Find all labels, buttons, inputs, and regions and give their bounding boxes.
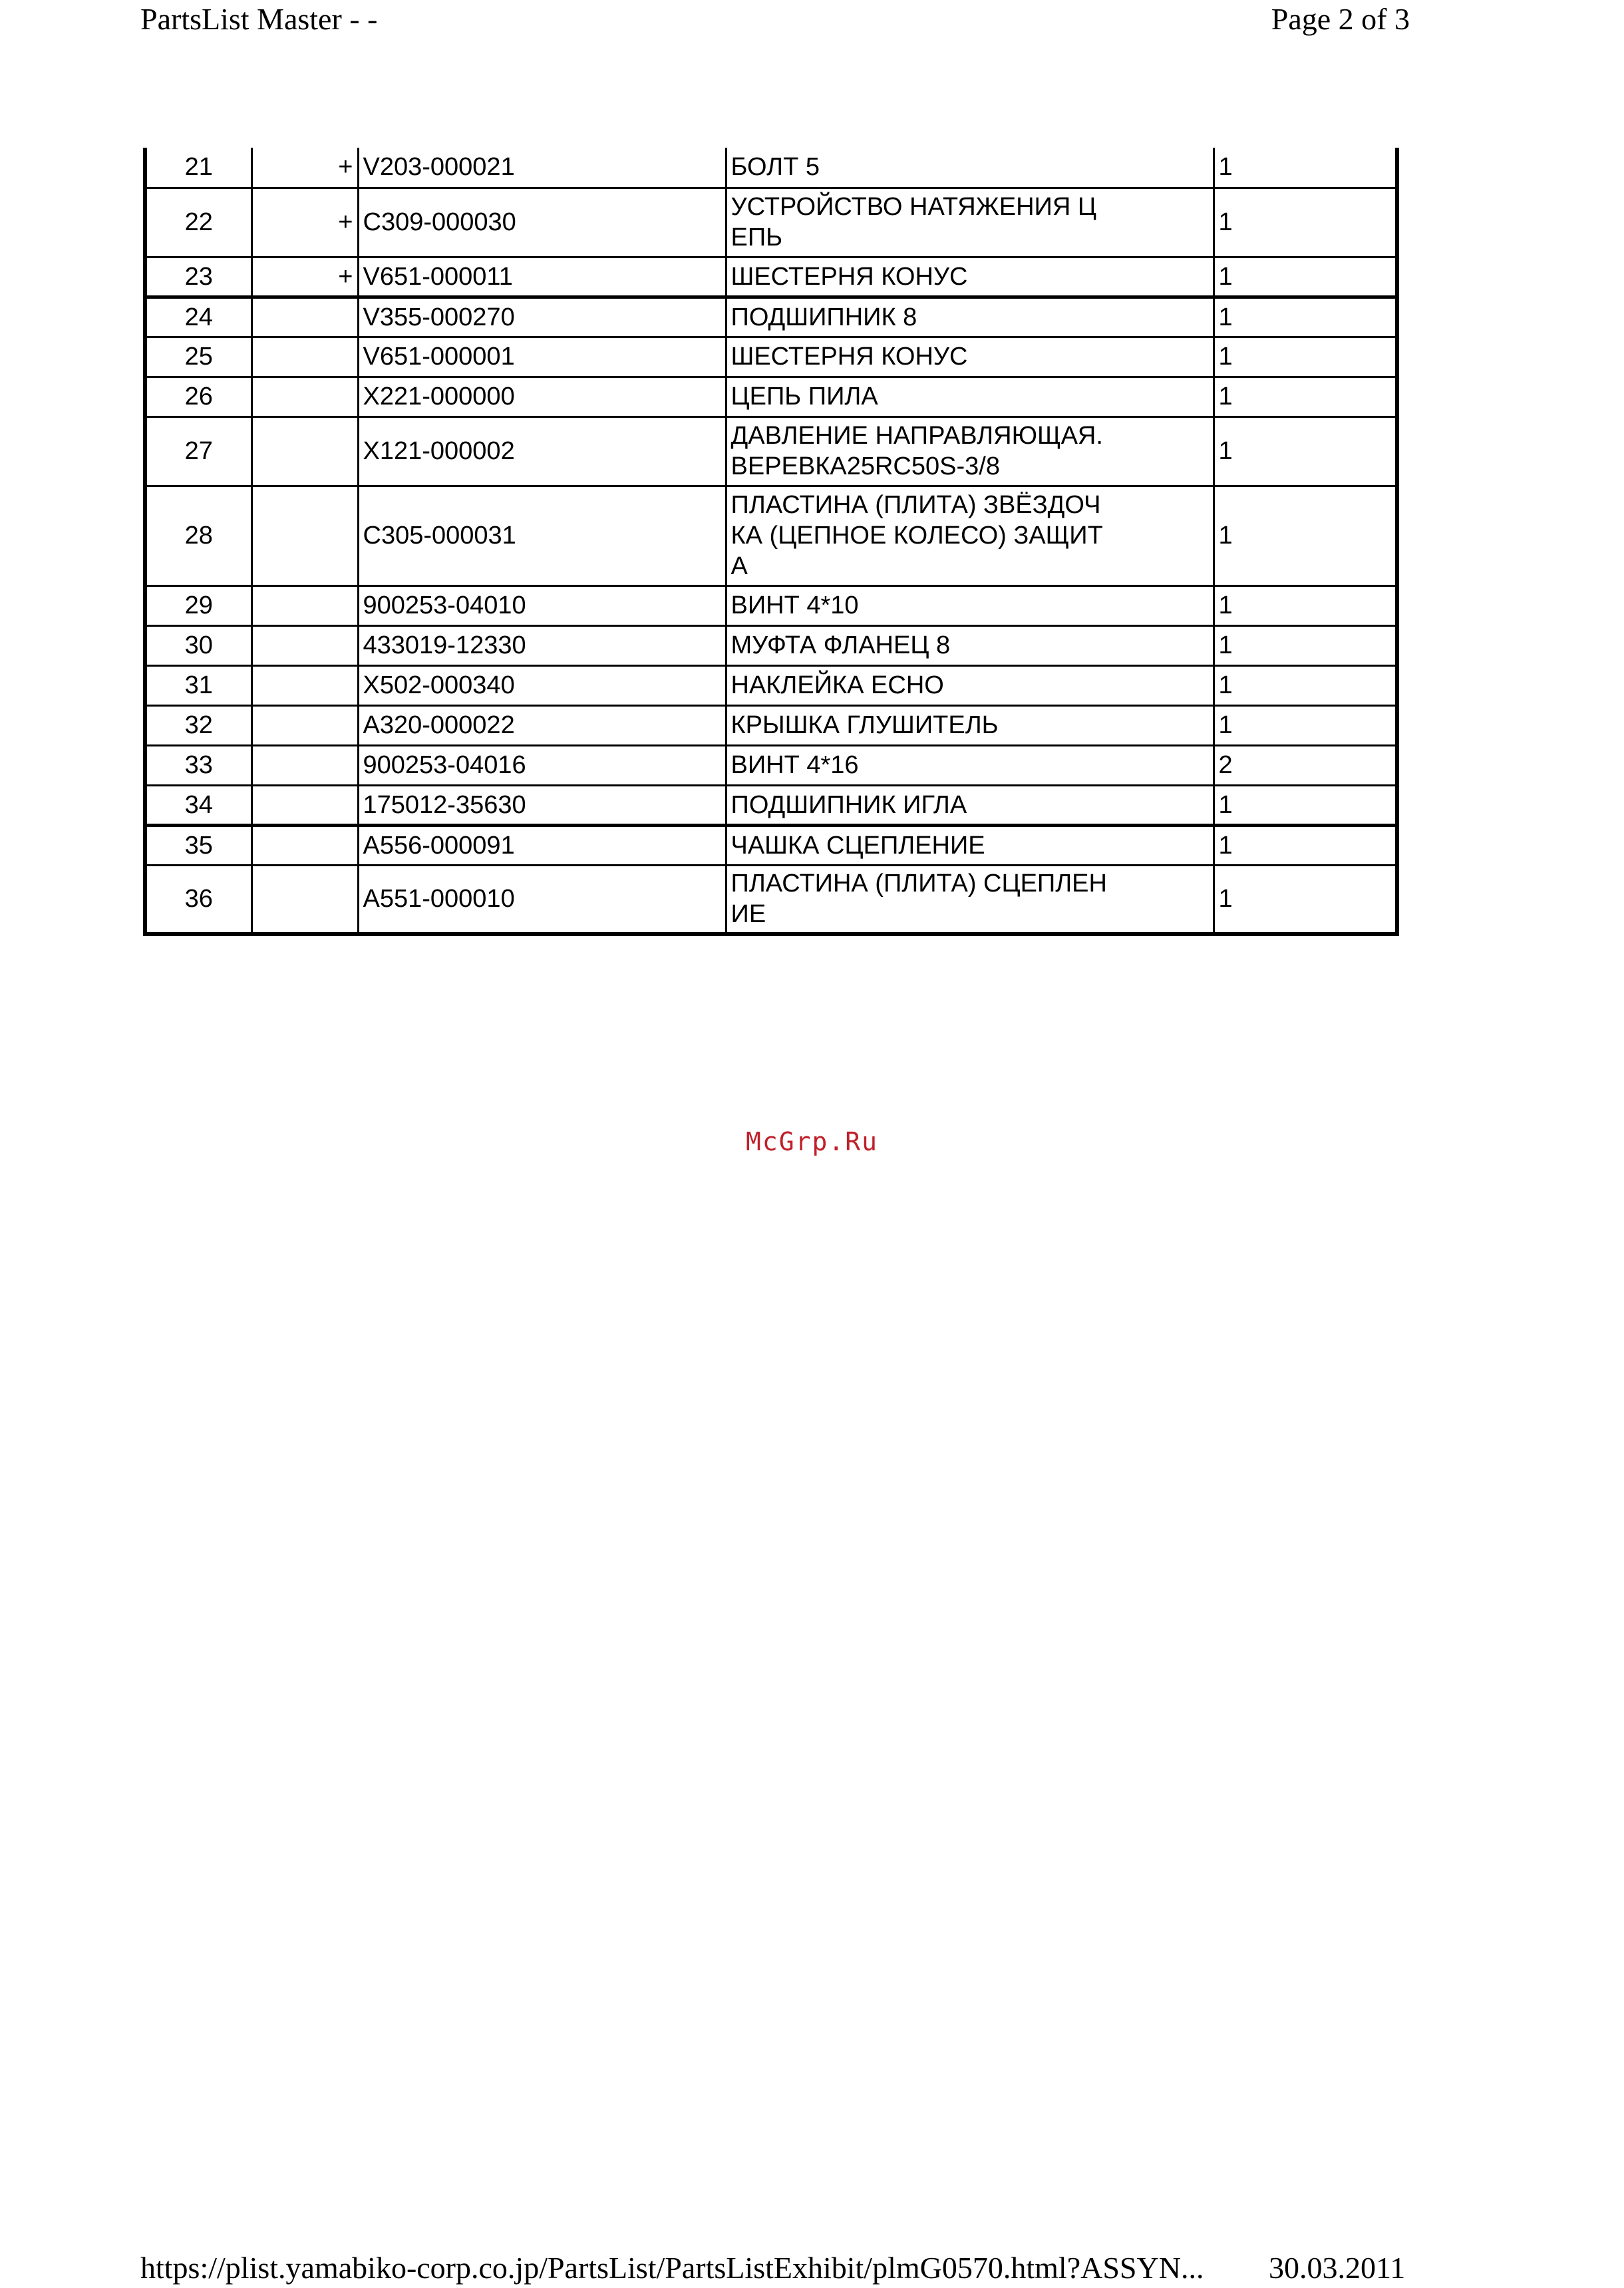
part-code-cell: V651-000001 [358, 337, 726, 377]
part-code-cell: V355-000270 [358, 297, 726, 337]
part-description-cell: ВИНТ 4*16 [726, 745, 1214, 785]
part-description-cell: УСТРОЙСТВО НАТЯЖЕНИЯ Ц ЕПЬ [726, 188, 1214, 257]
part-number-cell: 34 [145, 785, 251, 825]
part-code-cell: C305-000031 [358, 486, 726, 585]
part-quantity-cell: 1 [1214, 785, 1397, 825]
part-number-cell: 28 [145, 486, 251, 585]
part-mark-cell: + [251, 148, 358, 188]
part-quantity-cell: 1 [1214, 585, 1397, 625]
part-number-cell: 24 [145, 297, 251, 337]
part-mark-cell [251, 585, 358, 625]
parts-table [143, 148, 1399, 936]
part-number-cell: 35 [145, 825, 251, 865]
part-code-cell: A320-000022 [358, 705, 726, 745]
part-code-cell: X221-000000 [358, 377, 726, 416]
part-description-cell: ПОДШИПНИК ИГЛА [726, 785, 1214, 825]
part-mark-cell [251, 486, 358, 585]
part-quantity-cell: 1 [1214, 416, 1397, 486]
part-description-cell: ПОДШИПНИК 8 [726, 297, 1214, 337]
part-mark-cell [251, 625, 358, 665]
table-row [145, 745, 1397, 785]
part-description-cell: ПЛАСТИНА (ПЛИТА) ЗВЁЗДОЧ КА (ЦЕПНОЕ КОЛЕСО) ЗАЩИТ А [726, 486, 1214, 585]
part-number-cell: 27 [145, 416, 251, 486]
part-number-cell: 36 [145, 865, 251, 934]
part-description-cell: БОЛТ 5 [726, 148, 1214, 188]
part-code-cell: C309-000030 [358, 188, 726, 257]
table-row [145, 257, 1397, 297]
part-mark-cell [251, 785, 358, 825]
part-description-cell: КРЫШКА ГЛУШИТЕЛЬ [726, 705, 1214, 745]
table-row [145, 705, 1397, 745]
part-quantity-cell: 1 [1214, 705, 1397, 745]
part-number-cell: 25 [145, 337, 251, 377]
table-row [145, 416, 1397, 486]
part-quantity-cell: 1 [1214, 297, 1397, 337]
table-row [145, 297, 1397, 337]
part-mark-cell [251, 745, 358, 785]
part-number-cell: 29 [145, 585, 251, 625]
table-row [145, 785, 1397, 825]
page-header-title: PartsList Master - - [140, 2, 378, 36]
part-code-cell: 433019-12330 [358, 625, 726, 665]
table-row [145, 337, 1397, 377]
footer-url: https://plist.yamabiko-corp.co.jp/PartsList/PartsListExhibit/plmG0570.html?ASSYN... [140, 2251, 1204, 2285]
part-mark-cell [251, 665, 358, 705]
table-row [145, 625, 1397, 665]
part-description-cell: ШЕСТЕРНЯ КОНУС [726, 337, 1214, 377]
part-description-cell: ШЕСТЕРНЯ КОНУС [726, 257, 1214, 297]
table-row [145, 865, 1397, 934]
part-code-cell: A556-000091 [358, 825, 726, 865]
part-description-cell: ПЛАСТИНА (ПЛИТА) СЦЕПЛЕН ИЕ [726, 865, 1214, 934]
part-code-cell: 900253-04016 [358, 745, 726, 785]
part-quantity-cell: 1 [1214, 377, 1397, 416]
part-description-cell: ДАВЛЕНИЕ НАПРАВЛЯЮЩАЯ. ВЕРЕВКА25RC50S-3/8 [726, 416, 1214, 486]
part-quantity-cell: 1 [1214, 337, 1397, 377]
table-row [145, 665, 1397, 705]
part-number-cell: 23 [145, 257, 251, 297]
part-quantity-cell: 1 [1214, 148, 1397, 188]
table-row [145, 825, 1397, 865]
table-row [145, 585, 1397, 625]
part-mark-cell [251, 377, 358, 416]
part-quantity-cell: 1 [1214, 865, 1397, 934]
part-description-cell: ЧАШКА СЦЕПЛЕНИЕ [726, 825, 1214, 865]
part-code-cell: X121-000002 [358, 416, 726, 486]
page-number: Page 2 of 3 [1271, 2, 1410, 36]
part-description-cell: НАКЛЕЙКА ЕСНО [726, 665, 1214, 705]
part-quantity-cell: 1 [1214, 825, 1397, 865]
part-number-cell: 22 [145, 188, 251, 257]
part-quantity-cell: 1 [1214, 625, 1397, 665]
parts-table-body [145, 148, 1397, 934]
part-number-cell: 26 [145, 377, 251, 416]
part-mark-cell [251, 705, 358, 745]
part-quantity-cell: 1 [1214, 188, 1397, 257]
table-row [145, 148, 1397, 188]
part-description-cell: ВИНТ 4*10 [726, 585, 1214, 625]
part-number-cell: 33 [145, 745, 251, 785]
part-quantity-cell: 1 [1214, 665, 1397, 705]
part-code-cell: A551-000010 [358, 865, 726, 934]
part-mark-cell: + [251, 188, 358, 257]
watermark: McGrp.Ru [745, 1127, 879, 1156]
part-mark-cell [251, 416, 358, 486]
footer-date: 30.03.2011 [1269, 2251, 1406, 2285]
part-mark-cell [251, 825, 358, 865]
part-code-cell: 900253-04010 [358, 585, 726, 625]
table-row [145, 486, 1397, 585]
part-code-cell: X502-000340 [358, 665, 726, 705]
part-code-cell: V203-000021 [358, 148, 726, 188]
part-description-cell: ЦЕПЬ ПИЛА [726, 377, 1214, 416]
part-code-cell: 175012-35630 [358, 785, 726, 825]
part-number-cell: 21 [145, 148, 251, 188]
part-mark-cell [251, 297, 358, 337]
part-number-cell: 32 [145, 705, 251, 745]
part-mark-cell [251, 865, 358, 934]
part-number-cell: 30 [145, 625, 251, 665]
part-quantity-cell: 1 [1214, 257, 1397, 297]
table-row [145, 188, 1397, 257]
table-row [145, 377, 1397, 416]
part-quantity-cell: 1 [1214, 486, 1397, 585]
part-number-cell: 31 [145, 665, 251, 705]
part-description-cell: МУФТА ФЛАНЕЦ 8 [726, 625, 1214, 665]
part-mark-cell [251, 337, 358, 377]
part-mark-cell: + [251, 257, 358, 297]
part-code-cell: V651-000011 [358, 257, 726, 297]
part-quantity-cell: 2 [1214, 745, 1397, 785]
